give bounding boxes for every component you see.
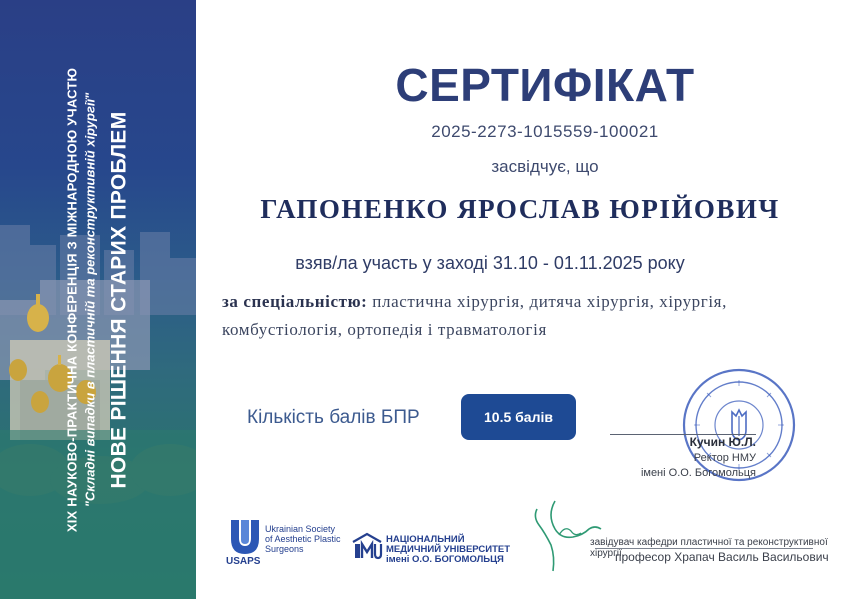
usaps-name-line: Surgeons (265, 544, 304, 554)
points-label: Кількість балів БПР (247, 407, 420, 428)
recipient-name: ГАПОНЕНКО ЯРОСЛАВ ЮРІЙОВИЧ (260, 194, 780, 224)
department-head-name: професор Храпач Василь Васильович (615, 550, 829, 564)
points-badge: 10.5 балів (461, 394, 576, 440)
signature-icon (525, 495, 605, 575)
nmu-name-line: МЕДИЧНИЙ УНІВЕРСИТЕТ (386, 544, 511, 555)
usaps-logo (228, 518, 262, 561)
certificate-number: 2025-2273-1015559-100021 (431, 122, 659, 141)
side-banner (0, 0, 196, 599)
usaps-name (265, 524, 341, 554)
specialty-label: за спеціальністю: (222, 292, 368, 311)
conference-motto: НОВЕ РІШЕННЯ СТАРИХ ПРОБЛЕМ (107, 111, 131, 489)
rector-title: Ректор НМУ (693, 452, 756, 464)
specialty-value: пластична хірургія, дитяча хірургія, хірургія, комбустіологія, ортопедія і травматологія (222, 292, 727, 339)
nmu-name-line: імені О.О. БОГОМОЛЬЦЯ (386, 554, 504, 565)
certifies-text: засвідчує, що (491, 157, 599, 176)
nmu-logo-icon (351, 532, 383, 560)
rector-university: імені О.О. Богомольця (640, 467, 756, 479)
usaps-name-line: of Aesthetic Plastic (265, 534, 341, 544)
usaps-abbreviation: USAPS (226, 556, 261, 567)
nmu-logo (351, 532, 383, 565)
conference-title: XIX НАУКОВО-ПРАКТИЧНА КОНФЕРЕНЦІЯ З МІЖНАРОДНОЮ УЧАСТЮ (64, 67, 80, 533)
participation-text: взяв/ла участь у заході 31.10 - 01.11.2025 року (295, 253, 685, 273)
nmu-name (386, 535, 510, 565)
rector-name: Кучин Ю.Л. (689, 435, 756, 449)
nmu-name-line: НАЦІОНАЛЬНИЙ (386, 534, 465, 545)
conference-subtitle: "Складні випадки в пластичній та реконструктивній хірургії" (82, 92, 98, 508)
banner-text (65, 20, 132, 580)
certificate-title: СЕРТИФІКАТ (395, 59, 695, 111)
department-head-position: завідувач кафедри пластичної та реконструктивної хірургії, (590, 537, 828, 559)
department-head-signature-line (595, 548, 813, 549)
usaps-logo-icon (228, 518, 262, 556)
usaps-name-line: Ukrainian Society (265, 524, 336, 534)
specialty-text (222, 288, 822, 344)
